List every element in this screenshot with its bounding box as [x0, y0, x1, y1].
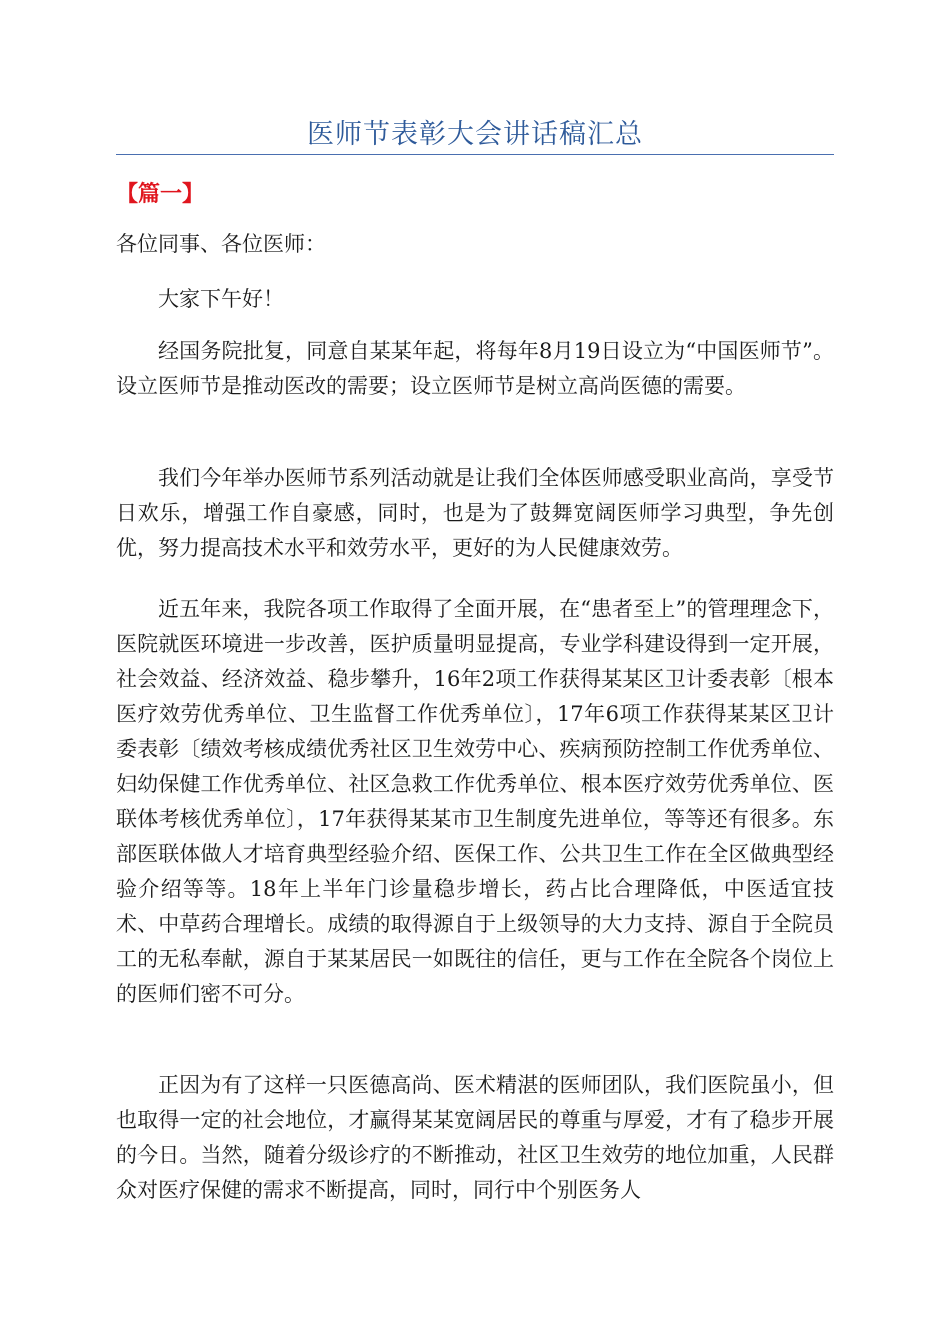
title-divider	[116, 154, 834, 155]
paragraph-five-year-achievements: 近五年来，我院各项工作取得了全面开展，在“患者至上”的管理理念下，医院就医环境进一步改善，医护质量明显提高，专业学科建设得到一定开展，社会效益、经济效益、稳步攀升，16年2项工作获得某某区卫计委表彰〔根本医疗效劳优秀单位、卫生监督工作优秀单位〕，17年6项工作获得某某区卫计委表彰〔绩效考核成绩优秀社区卫生效劳中心、疾病预防控制工作优秀单位、妇幼保健工作优秀单位、社区急救工作优秀单位、根本医疗效劳优秀单位、医联体考核优秀单位〕，17年获得某某市卫生制度先进单位，等等还有很多。东部医联体做人才培育典型经验介绍、医保工作、公共卫生工作在全区做典型经验介绍等等。18年上半年门诊量稳步增长，药占比合理降低，中医适宜技术、中草药合理增长。成绩的取得源自于上级领导的大力支持、源自于全院员工的无私奉献，源自于某某居民一如既往的信任，更与工作在全院各个岗位上的医师们密不可分。	[116, 597, 834, 1006]
paragraph-activities-purpose: 我们今年举办医师节系列活动就是让我们全体医师感受职业高尚，享受节日欢乐，增强工作自豪感，同时，也是为了鼓舞宽阔医师学习典型，争先创优，努力提高技术水平和效劳水平，更好的为人民健康效劳。	[116, 466, 834, 560]
section-label: 【篇一】	[116, 182, 205, 207]
page-title: 医师节表彰大会讲话稿汇总	[307, 119, 643, 150]
paragraph-doctors-day-approval: 经国务院批复，同意自某某年起，将每年8月19日设立为“中国医师节”。设立医师节是推动医改的需要；设立医师节是树立高尚医德的需要。	[116, 339, 834, 398]
paragraph-greeting: 大家下午好！	[158, 287, 284, 311]
paragraph-team-and-challenges: 正因为有了这样一只医德高尚、医术精湛的医师团队，我们医院虽小，但也取得一定的社会地位，才赢得某某宽阔居民的尊重与厚爱，才有了稳步开展的今日。当然，随着分级诊疗的不断推动，社区卫生效劳的地位加重，人民群众对医疗保健的需求不断提高，同时，同行中个别医务人	[116, 1073, 834, 1202]
salutation: 各位同事、各位医师：	[116, 232, 326, 256]
